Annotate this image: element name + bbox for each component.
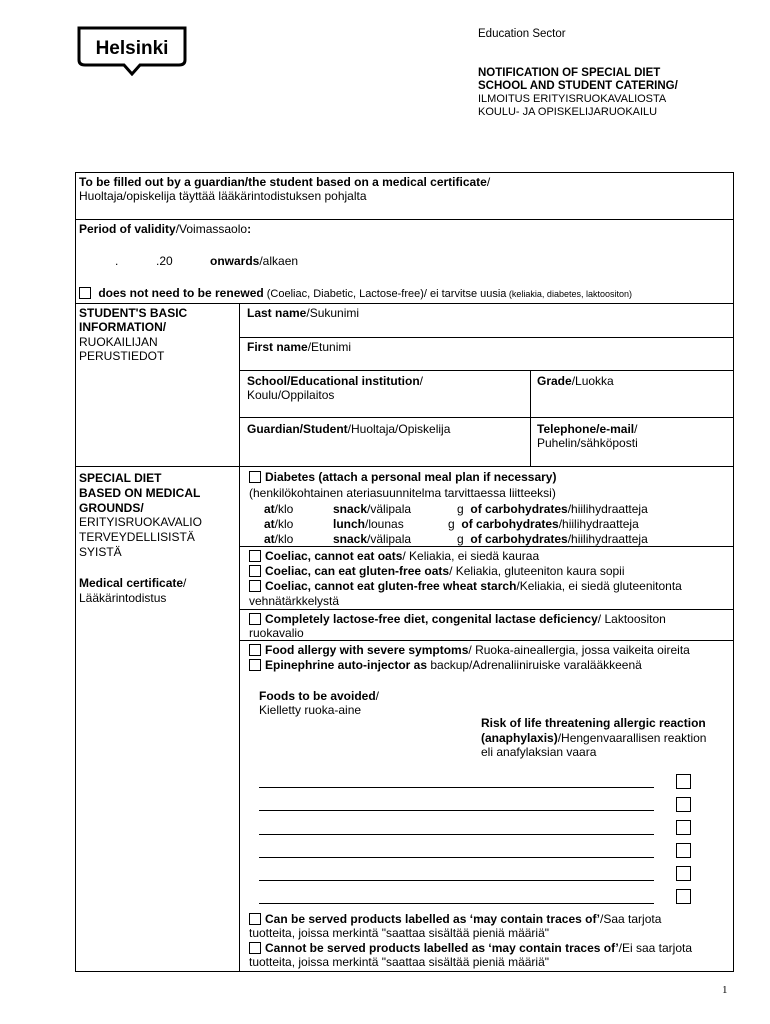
education-sector: Education Sector: [478, 28, 566, 40]
anaphylaxis-checkbox-2[interactable]: [676, 797, 691, 812]
phone-label: Telephone/e-mail/: [537, 422, 638, 436]
grade-label: Grade/Luokka: [537, 374, 614, 388]
special-diet-heading: SPECIAL DIET: [79, 471, 162, 485]
validity-label: Period of validity/Voimassaolo:: [79, 222, 252, 236]
meal-row-3: at/klo: [264, 532, 294, 546]
meal-row-2-carbs: g of carbohydrates/hiilihydraatteja: [448, 517, 639, 531]
coeliac-wheat-row: Coeliac, cannot eat gluten-free wheat starch/Keliakia, ei siedä gluteenitonta: [249, 579, 682, 593]
lactose-free-checkbox[interactable]: [249, 613, 261, 625]
traces-allowed-fi: tuotteita, joissa merkintä "saattaa sisältää pieniä määriä": [249, 926, 550, 940]
basic-info-heading-fi-2: PERUSTIEDOT: [79, 349, 165, 363]
coeliac-gf-oats-row: Coeliac, can eat gluten-free oats/ Keliakia, gluteeniton kaura sopii: [249, 564, 625, 578]
coeliac-no-wheat-starch-checkbox[interactable]: [249, 580, 261, 592]
logo-text: Helsinki: [95, 38, 169, 59]
basic-info-heading-fi: RUOKAILIJAN: [79, 335, 158, 349]
meal-row-1: at/klo: [264, 502, 294, 516]
form-title-line2: SCHOOL AND STUDENT CATERING/: [478, 80, 678, 92]
anaphylaxis-checkbox-5[interactable]: [676, 866, 691, 881]
coeliac-oats-row: Coeliac, cannot eat oats/ Keliakia, ei siedä kauraa: [249, 549, 539, 563]
validity-year: .20: [156, 254, 173, 268]
special-diet-heading-2: BASED ON MEDICAL: [79, 486, 201, 500]
epinephrine-checkbox[interactable]: [249, 659, 261, 671]
lactose-fi: ruokavalio: [249, 626, 304, 640]
meal-row-2-meal: lunch/lounas: [333, 517, 404, 531]
meal-row-1-carbs: g of carbohydrates/hiilihydraatteja: [457, 502, 648, 516]
meal-row-3-carbs: g of carbohydrates/hiilihydraatteja: [457, 532, 648, 546]
food-allergy-checkbox[interactable]: [249, 644, 261, 656]
school-label: School/Educational institution/: [247, 374, 424, 388]
anaphylaxis-checkbox-1[interactable]: [676, 774, 691, 789]
form-title-line1: NOTIFICATION OF SPECIAL DIET: [478, 67, 661, 79]
last-name-label: Last name/Sukunimi: [247, 306, 360, 320]
no-renewal-row: does not need to be renewed (Coeliac, Diabetic, Lactose-free)/ ei tarvitse uusia (keliakia, diabetes, laktoositon): [79, 286, 632, 301]
diabetes-checkbox[interactable]: [249, 471, 261, 483]
food-line-6[interactable]: [259, 903, 654, 904]
traces-not-allowed-checkbox[interactable]: [249, 942, 261, 954]
anaphylaxis-checkbox-4[interactable]: [676, 843, 691, 858]
anaphylaxis-checkbox-3[interactable]: [676, 820, 691, 835]
school-label-fi: Koulu/Oppilaitos: [247, 388, 335, 402]
meal-row-3-meal: snack/välipala: [333, 532, 412, 546]
traces-allowed-checkbox[interactable]: [249, 913, 261, 925]
allergy-row: Food allergy with severe symptoms/ Ruoka-aineallergia, jossa vaikeita oireita: [249, 643, 690, 657]
basic-info-heading: STUDENT'S BASIC: [79, 306, 188, 320]
anaphylaxis-heading-2: (anaphylaxis)/Hengenvaarallisen reaktion: [481, 731, 707, 745]
special-diet-heading-fi-2: TERVEYDELLISISTÄ: [79, 530, 195, 544]
food-line-2[interactable]: [259, 810, 654, 811]
form-subtitle-line2: KOULU- JA OPISKELIJARUOKAILU: [478, 106, 658, 118]
form-subtitle-line1: ILMOITUS ERITYISRUOKAVALIOSTA: [478, 93, 667, 105]
food-line-4[interactable]: [259, 857, 654, 858]
medical-certificate-label: Medical certificate/: [79, 576, 187, 590]
coeliac-no-oats-checkbox[interactable]: [249, 550, 261, 562]
intro-line2: Huoltaja/opiskelija täyttää lääkärintodistuksen pohjalta: [79, 189, 367, 203]
foods-avoided-label: Foods to be avoided/: [259, 689, 380, 703]
diabetes-row: Diabetes (attach a personal meal plan if necessary): [249, 470, 556, 484]
phone-label-fi: Puhelin/sähköposti: [537, 436, 638, 450]
traces-not-allowed-row: Cannot be served products labelled as ‘may contain traces of’/Ei saa tarjota: [249, 941, 692, 955]
meal-row-1-meal: snack/välipala: [333, 502, 412, 516]
anaphylaxis-heading: Risk of life threatening allergic reaction: [481, 716, 706, 730]
meal-row-2: at/klo: [264, 517, 294, 531]
page-number: 1: [722, 984, 728, 996]
first-name-label: First name/Etunimi: [247, 340, 352, 354]
special-diet-heading-3: GROUNDS/: [79, 501, 144, 515]
traces-allowed-row: Can be served products labelled as ‘may contain traces of’/Saa tarjota: [249, 912, 661, 926]
anaphylaxis-checkbox-6[interactable]: [676, 889, 691, 904]
special-diet-heading-fi-3: SYISTÄ: [79, 545, 122, 559]
validity-onwards: onwards/alkaen: [210, 254, 299, 268]
basic-info-heading-2: INFORMATION/: [79, 320, 167, 334]
no-renewal-checkbox[interactable]: [79, 287, 91, 299]
food-line-1[interactable]: [259, 787, 654, 788]
epinephrine-row: Epinephrine auto-injector as backup/Adrenaliiniruiske varalääkkeenä: [249, 658, 642, 672]
coeliac-wheat-fi: vehnätärkkelystä: [249, 594, 340, 608]
food-line-5[interactable]: [259, 880, 654, 881]
special-diet-heading-fi: ERITYISRUOKAVALIO: [79, 515, 202, 529]
medical-certificate-label-fi: Lääkärintodistus: [79, 591, 167, 605]
diabetes-fi: (henkilökohtainen ateriasuunnitelma tarvittaessa liitteeksi): [249, 486, 556, 500]
traces-not-allowed-fi: tuotteita, joissa merkintä "saattaa sisältää pieniä määriä": [249, 955, 550, 969]
anaphylaxis-heading-fi: eli anafylaksian vaara: [481, 745, 597, 759]
helsinki-logo: [76, 26, 188, 76]
lactose-row: Completely lactose-free diet, congenital lactase deficiency/ Laktoositon: [249, 612, 666, 626]
intro-line1: To be filled out by a guardian/the student based on a medical certificate/: [79, 175, 491, 189]
coeliac-gf-oats-checkbox[interactable]: [249, 565, 261, 577]
foods-avoided-label-fi: Kielletty ruoka-aine: [259, 703, 362, 717]
validity-day-dot: .: [115, 254, 119, 268]
guardian-label: Guardian/Student/Huoltaja/Opiskelija: [247, 422, 451, 436]
food-line-3[interactable]: [259, 834, 654, 835]
